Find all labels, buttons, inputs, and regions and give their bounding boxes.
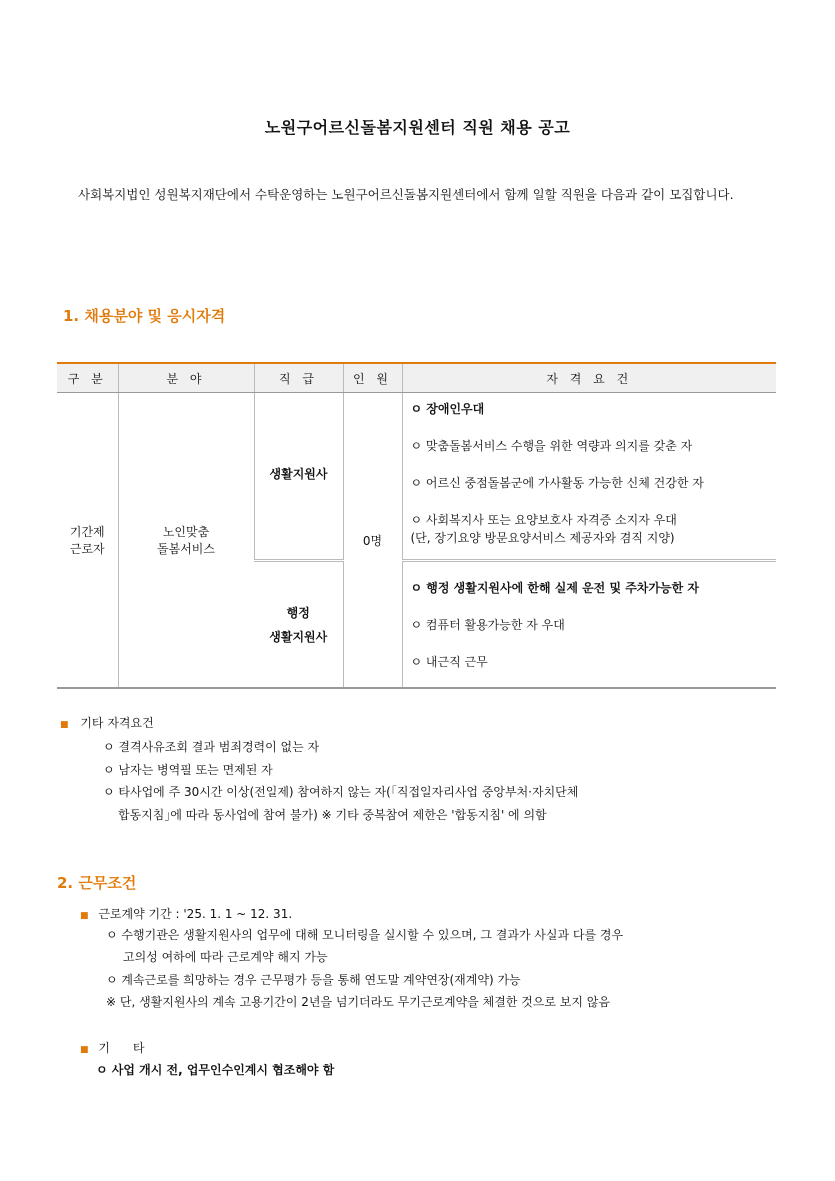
other-requirements xyxy=(60,714,154,731)
header-count: 인 원 xyxy=(343,363,402,393)
list-item: ㅇ 수행기관은 생활지원사의 업무에 대해 모니터링을 실시할 수 있으며, 그 결과가 사실과 다를 경우 xyxy=(106,928,624,942)
count-cell: 0명 xyxy=(343,393,402,689)
contract-period-text: 근로계약 기간 : '25. 1. 1 ~ 12. 31. xyxy=(98,907,293,921)
other-requirements-heading: 기타 자격요건 xyxy=(80,716,154,730)
qual-item: ㅇ 어르신 중점돌봄군에 가사활동 가능한 신체 건강한 자 xyxy=(410,475,704,490)
requirements-table xyxy=(57,362,776,689)
header-qualifications: 자 격 요 건 xyxy=(402,363,776,393)
list-item: ㅇ 남자는 병역필 또는 면제된 자 xyxy=(103,763,273,777)
qual-item: ㅇ 내근직 근무 xyxy=(410,654,488,669)
header-field: 분 야 xyxy=(118,363,254,393)
grade-cell: 행정 생활지원사 xyxy=(254,561,343,689)
grade-cell: 생활지원사 xyxy=(254,393,343,561)
etc-heading-text: 기 타 xyxy=(98,1041,145,1055)
page-title: 노원구어르신돌봄지원센터 직원 채용 공고 xyxy=(264,118,571,137)
table-header-row xyxy=(57,363,776,393)
section-2-heading: 2. 근무조건 xyxy=(57,874,137,892)
contract-period xyxy=(80,905,292,922)
square-bullet-icon: ■ xyxy=(60,720,69,730)
section-1-heading: 1. 채용분야 및 응시자격 xyxy=(63,307,226,325)
qualifications-cell xyxy=(402,561,776,689)
table-row xyxy=(57,393,776,561)
qual-item: ㅇ 장애인우대 xyxy=(410,401,485,416)
intro-paragraph: 사회복지법인 성원복지재단에서 수탁운영하는 노원구어르신돌봄지원센터에서 함께 일할 직원을 다음과 같이 모집합니다. xyxy=(78,187,734,202)
list-item: 합동지침｣에 따라 동사업에 참여 불가) ※ 기타 중복참여 제한은 '합동지침' 에 의함 xyxy=(118,808,547,822)
qual-item: ㅇ 컴퓨터 활용가능한 자 우대 xyxy=(410,617,565,632)
list-item: ㅇ 타사업에 주 30시간 이상(전일제) 참여하지 않는 자(｢직접일자리사업 중앙부처·자치단체 xyxy=(103,785,579,799)
qual-item: (단, 장기요양 방문요양서비스 제공자와 겸직 지양) xyxy=(410,530,675,545)
list-item: ㅇ 결격사유조회 결과 범죄경력이 없는 자 xyxy=(103,740,320,754)
field-cell: 노인맞춤 돌봄서비스 xyxy=(118,393,254,689)
list-item: 고의성 여하에 따라 근로계약 해지 가능 xyxy=(123,950,328,964)
qual-item: ㅇ 사회복지사 또는 요양보호사 자격증 소지자 우대 xyxy=(410,512,677,527)
category-cell: 기간제 근로자 xyxy=(57,393,118,689)
square-bullet-icon: ■ xyxy=(80,1045,89,1055)
qual-item: ㅇ 행정 생활지원사에 한해 실제 운전 및 주차가능한 자 xyxy=(410,580,699,595)
qual-item: ㅇ 맞춤돌봄서비스 수행을 위한 역량과 의지를 갖춘 자 xyxy=(410,438,693,453)
header-category: 구 분 xyxy=(57,363,118,393)
header-grade: 직 급 xyxy=(254,363,343,393)
etc-heading xyxy=(80,1039,144,1056)
square-bullet-icon: ■ xyxy=(80,911,89,921)
list-item: ※ 단, 생활지원사의 계속 고용기간이 2년을 넘기더라도 무기근로계약을 체결한 것으로 보지 않음 xyxy=(106,995,610,1009)
list-item: ㅇ 계속근로를 희망하는 경우 근무평가 등을 통해 연도말 계약연장(재계약) 가능 xyxy=(106,973,521,987)
qualifications-cell xyxy=(402,393,776,561)
etc-item: ㅇ 사업 개시 전, 업무인수인계시 협조해야 함 xyxy=(96,1063,335,1077)
